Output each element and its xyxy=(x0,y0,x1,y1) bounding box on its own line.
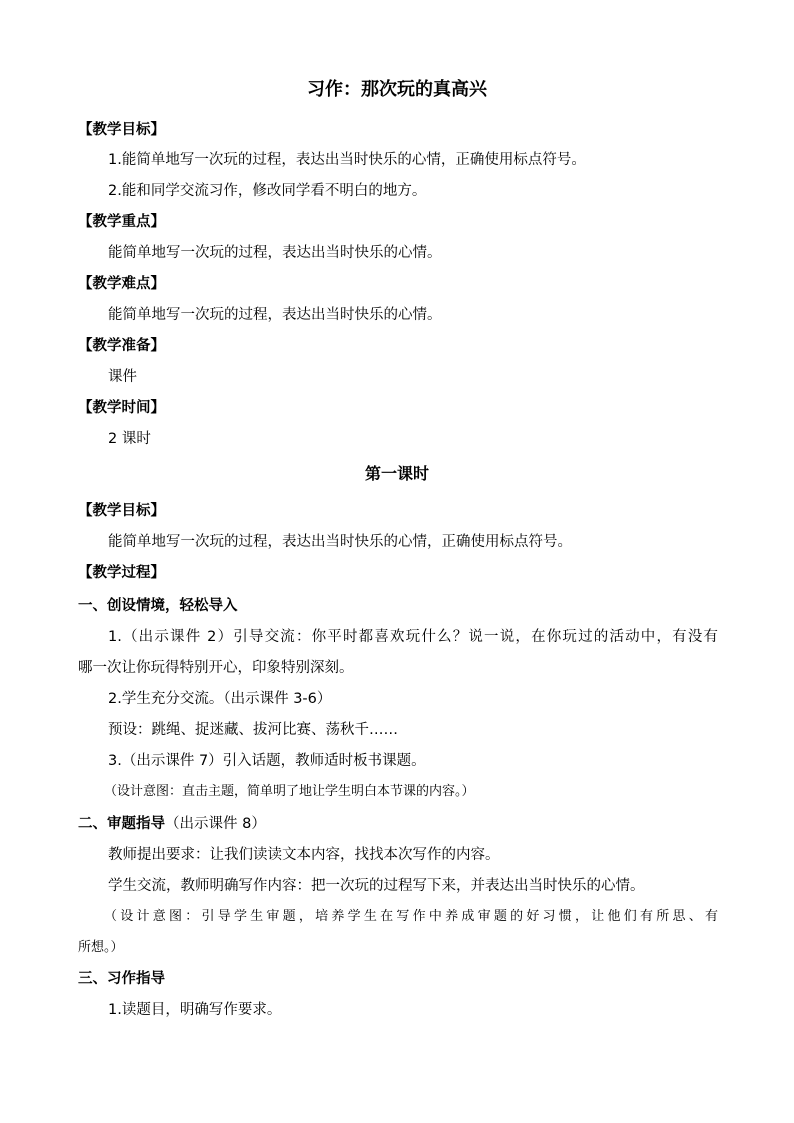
section-1-heading: 一、创设情境，轻松导入 xyxy=(78,598,238,614)
section-1-paragraph-1: 1.（出示课件 2）引导交流：你平时都喜欢玩什么？说一说，在你玩过的活动中，有没有 xyxy=(108,629,718,645)
section-2-design-note: （设计意图：引导学生审题，培养学生在写作中养成审题的好习惯，让他们有所思、有 xyxy=(104,909,718,924)
section-2-paragraph-1: 教师提出要求：让我们读读文本内容，找找本次写作的内容。 xyxy=(108,847,500,863)
key-points-heading: 【教学重点】 xyxy=(78,214,165,230)
section-1-paragraph-1-cont: 哪一次让你玩得特别开心，印象特别深刻。 xyxy=(78,660,354,676)
lesson-goals-heading: 【教学目标】 xyxy=(78,503,165,519)
section-2-heading-title: 二、审题指导 xyxy=(78,816,165,832)
lesson-goals-text: 能简单地写一次玩的过程，表达出当时快乐的心情，正确使用标点符号。 xyxy=(108,534,572,550)
time-heading: 【教学时间】 xyxy=(78,400,165,416)
process-heading: 【教学过程】 xyxy=(78,565,165,581)
goal-item-2: 2.能和同学交流习作，修改同学看不明白的地方。 xyxy=(108,183,427,199)
preparation-text: 课件 xyxy=(108,369,137,385)
page-title: 习作：那次玩的真高兴 xyxy=(307,79,487,100)
section-1-design-note: （设计意图：直击主题，简单明了地让学生明白本节课的内容。） xyxy=(104,784,475,799)
section-1-paragraph-4: 3.（出示课件 7）引入话题，教师适时板书课题。 xyxy=(108,753,426,769)
section-2-paragraph-2: 学生交流，教师明确写作内容：把一次玩的过程写下来，并表达出当时快乐的心情。 xyxy=(108,878,645,894)
section-3-paragraph-1: 1.读题目，明确写作要求。 xyxy=(108,1002,282,1018)
section-2-heading xyxy=(78,814,266,834)
section-2-heading-courseware: （出示课件 8） xyxy=(165,816,266,832)
section-1-paragraph-2: 2.学生充分交流。（出示课件 3-6） xyxy=(108,691,332,707)
difficulty-heading: 【教学难点】 xyxy=(78,276,165,292)
section-2-design-note-cont: 所想。） xyxy=(78,940,124,955)
difficulty-text: 能简单地写一次玩的过程，表达出当时快乐的心情。 xyxy=(108,307,442,323)
goals-heading: 【教学目标】 xyxy=(78,122,165,138)
preparation-heading: 【教学准备】 xyxy=(78,338,165,354)
section-3-heading: 三、习作指导 xyxy=(78,971,165,987)
goal-item-1: 1.能简单地写一次玩的过程，表达出当时快乐的心情，正确使用标点符号。 xyxy=(108,152,586,168)
section-1-paragraph-3: 预设：跳绳、捉迷藏、拔河比赛、荡秋千…… xyxy=(108,722,398,738)
lesson-one-title: 第一课时 xyxy=(364,464,429,483)
key-points-text: 能简单地写一次玩的过程，表达出当时快乐的心情。 xyxy=(108,245,442,261)
time-text: 2 课时 xyxy=(108,431,151,447)
